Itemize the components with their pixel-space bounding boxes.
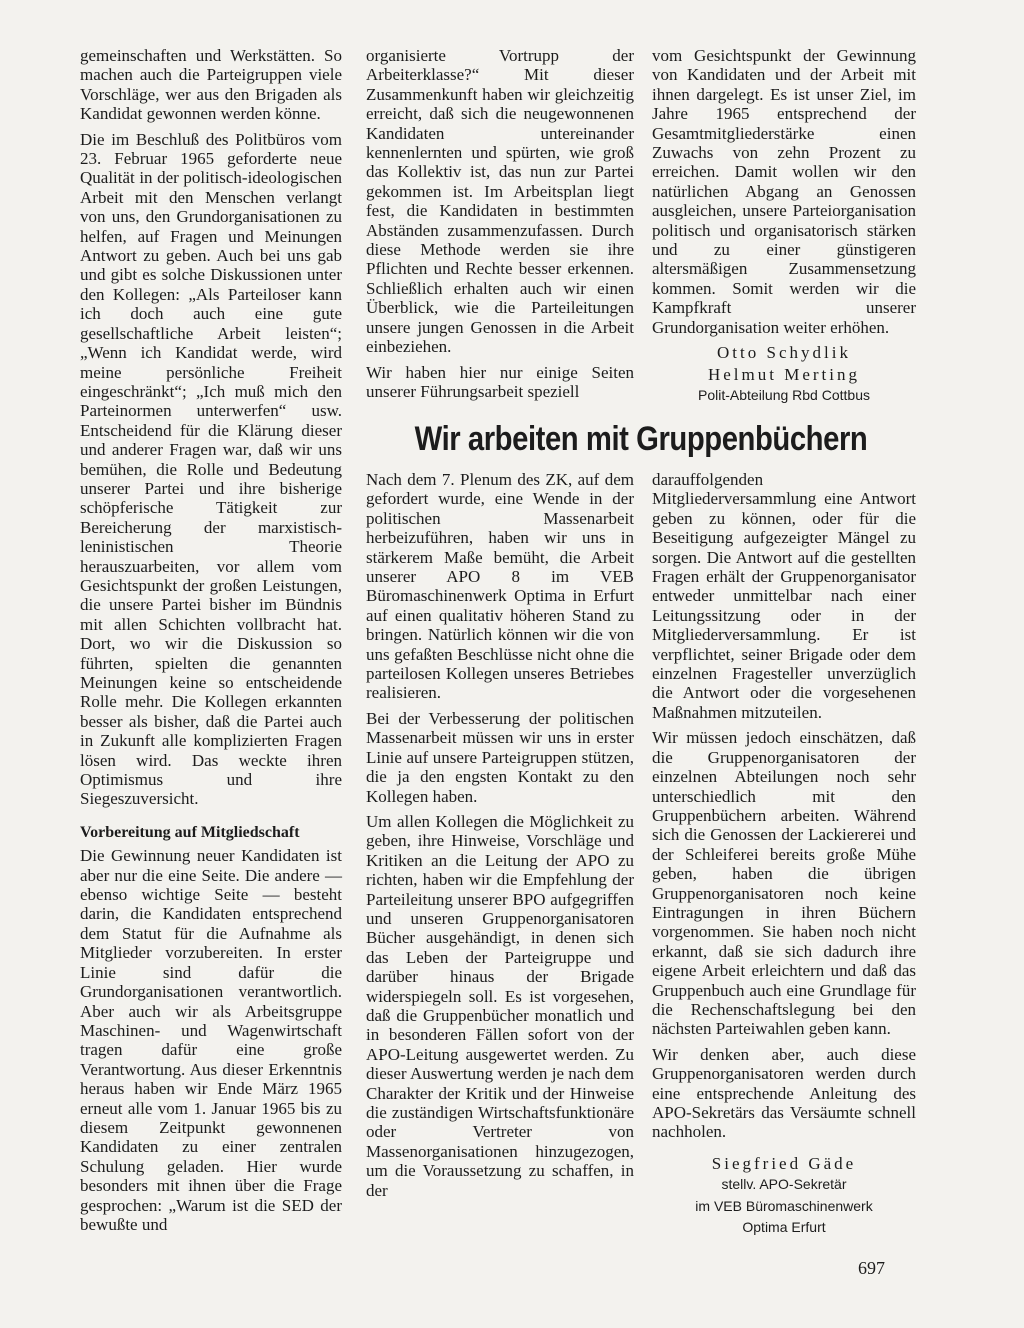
- author-signature: Siegfried Gäde: [711, 1153, 857, 1173]
- paragraph: darauffolgenden Mitgliederversammlung eine Antwort geben zu können, oder für die Beseitigung aufgezeigter Mängel zu sorgen. Die Antwort auf die gestellten Fragen erhält der Gruppenorganisator entweder unmittelbar nach einer Leitungssitzung oder in der Mitgliederversammlung. Er ist verpflichtet, seiner Brigade oder dem einzelnen Fragesteller unverzüglich die Antwort oder die vorgesehenen Maßnahmen mitzuteilen.: [652, 470, 916, 722]
- paragraph: organisierte Vortrupp der Arbeiterklasse?“ Mit dieser Zusammenkunft haben wir gleichzeitig erreicht, daß sich die neugewonnenen Kandidaten untereinander kennenlernten und spürten, wie groß das Kollektiv ist, das nun zur Partei gekommen ist. Im Arbeitsplan liegt fest, die Kandidaten in bestimmten Abständen zusammenzufassen. Durch diese Methode werden sie ihre Pflichten und Rechte besser erkennen. Schließlich erhalten auch wir einen Überblick, wie die Parteileitungen unsere jungen Genossen in die Arbeit einbeziehen.: [366, 46, 634, 357]
- author-affiliation: Optima Erfurt: [742, 1219, 826, 1236]
- paragraph: Wir denken aber, auch diese Gruppenorganisatoren werden durch eine entsprechende Anleitung des APO-Sekretärs das Versäumte schnell nachholen.: [652, 1044, 916, 1142]
- page-number: 697: [858, 1258, 885, 1278]
- paragraph: Wir müssen jedoch einschätzen, daß die Gruppenorganisatoren der einzelnen Abteilungen noch sehr unterschiedlich mit den Gruppenbüchern arbeiten. Während sich die Genossen der Lackiererei und der Schleiferei bereits große Mühe geben, haben die übrigen Gruppenorganisatoren noch keine Eintragungen in ihren Büchern vorgenommen. Sie haben noch nicht erkannt, daß sie sich dadurch ihre eigene Arbeit erleichtern und daß das Gruppenbuch auch eine Grundlage für die Rechenschaftslegung bei den nächsten Parteiwahlen geben kann.: [652, 728, 916, 1039]
- column-4: [366, 470, 634, 1206]
- paragraph: gemeinschaften und Werkstätten. So machen auch die Parteigruppen viele Vorschläge, wer aus den Brigaden als Kandidat gewonnen werden könne.: [80, 46, 342, 124]
- section-subheading: Vorbereitung auf Mitgliedschaft: [80, 823, 300, 841]
- author-affiliation: stellv. APO-Sekretär: [721, 1176, 847, 1193]
- column-5: [652, 470, 916, 1239]
- author-affiliation: im VEB Büromaschinenwerk: [695, 1197, 873, 1214]
- paragraph: Die Gewinnung neuer Kandidaten ist aber nur die eine Seite. Die andere — ebenso wichtige Seite — besteht darin, die Kandidaten entsprechend dem Statut für die Aufnahme als Mitglieder vorzubereiten. In erster Linie sind dafür die Grundorganisationen verantwortlich. Aber auch wir als Arbeitsgruppe Maschinen- und Wagenwirtschaft tragen dafür eine große Verantwortung. Aus dieser Erkenntnis heraus haben wir Ende März 1965 erneut alle vom 1. Januar 1965 bis zu diesem Zeitpunkt gewonnenen Kandidaten zu einer zentralen Schulung geladen. Hier wurde besonders mit ihnen über die Frage gesprochen: „Warum ist die SED der bewußte und: [80, 846, 342, 1234]
- author-signature: Otto Schydlik: [717, 343, 851, 363]
- paragraph: vom Gesichtspunkt der Gewinnung von Kandidaten und der Arbeit mit ihnen dargelegt. Es ist unser Ziel, im Jahre 1965 entsprechend der Gesamtmitgliederstärke einen Zuwachs von zehn Prozent zu erreichen. Damit wollen wir den natürlichen Abgang an Genossen ausgleichen, unsere Parteiorganisation politisch und organisatorisch stärken und zu einer günstigeren altersmäßigen Zusammensetzung kommen. Somit werden wir die Kampfkraft unserer Grundorganisation weiter erhöhen.: [652, 46, 916, 337]
- paragraph: Nach dem 7. Plenum des ZK, auf dem gefordert wurde, eine Wende in der politischen Massenarbeit herbeizuführen, haben wir uns in stärkerem Maße bemüht, die Arbeit unserer APO 8 im VEB Büromaschinenwerk Optima in Erfurt auf einen qualitativ höheren Stand zu bringen. Natürlich können wir die von uns gefaßten Beschlüsse nicht ohne die parteilosen Kollegen unseres Betriebes realisieren.: [366, 470, 634, 703]
- paragraph: Um allen Kollegen die Möglichkeit zu geben, ihre Hinweise, Vorschläge und Kritiken an die Leitung der APO zu richten, haben wir die Empfehlung der Parteileitung unserer BPO aufgegriffen und unseren Gruppenorganisatoren Bücher ausgehändigt, in denen sich das Leben der Parteigruppe und darüber hinaus der Brigade widerspiegeln soll. Es ist vorgesehen, daß die Gruppenbücher monatlich und in besonderen Fällen sofort von der APO-Leitung ausgewertet werden. Zu dieser Auswertung werden je nach dem Charakter der Kritik und der Hinweise die zuständigen Wirtschaftsfunktionäre oder Vertreter von Massenorganisationen hinzugezogen, um die Voraussetzung zu schaffen, in der: [366, 811, 634, 1200]
- author-signature: Helmut Merting: [707, 364, 860, 384]
- author-affiliation: Polit-Abteilung Rbd Cottbus: [698, 386, 870, 403]
- paragraph: Bei der Verbesserung der politischen Massenarbeit müssen wir uns in erster Linie auf unsere Parteigruppen stützen, die ja den engsten Kontakt zu den Kollegen haben.: [366, 708, 634, 806]
- column-1: [80, 46, 342, 1240]
- column-2: [366, 46, 634, 407]
- column-3: [652, 46, 916, 407]
- paragraph: Die im Beschluß des Politbüros vom 23. Februar 1965 geforderte neue Qualität in der politisch-ideologischen Arbeit mit den Menschen verlangt von uns, den Grundorganisationen zu helfen, auf Fragen und Meinungen Antwort zu geben. Auch bei uns gab und gibt es solche Diskussionen unter den Kollegen: „Als Parteiloser kann ich doch auch eine gute gesellschaftliche Arbeit leisten“; „Wenn ich Kandidat werde, wird meine persönliche Freiheit eingeschränkt“; „Ich muß mich den Parteinormen unterwerfen“ usw. Entscheidend für die Klärung dieser und anderer Fragen war, daß wir uns bemühen, die Rolle und Bedeutung unserer Partei und ihre bisherige schöpferische Tätigkeit zur Bereicherung der marxistisch-leninistischen Theorie herauszuarbeiten, vor allem vom Gesichtspunkt der großen Leistungen, die unsere Partei bisher im Bündnis mit allen Schichten vollbracht hat. Dort, wo wir die Diskussion so führten, spielten die genannten Meinungen keine so entscheidende Rolle mehr. Die Kollegen erkannten besser als bisher, daß die Partei auch in Zukunft alle komplizierten Fragen lösen wird. Das weckte ihren Optimismus und ihre Siegeszuversicht.: [80, 129, 342, 809]
- paragraph: Wir haben hier nur einige Seiten unserer Führungsarbeit speziell: [366, 362, 634, 401]
- article-headline: Wir arbeiten mit Gruppenbüchern: [414, 420, 868, 458]
